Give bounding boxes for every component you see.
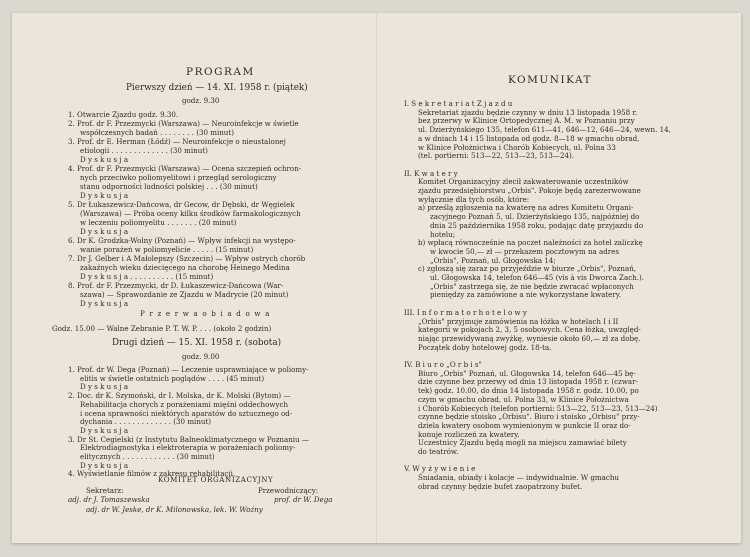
kom-line: III. I n f o r m a t o r h o t e l o w y [404,307,527,317]
day2-line: D y s k u s j a [80,460,129,470]
kom-line: I. S e k r e t a r i a t Z j a z d u [404,99,513,108]
day1-line: w leczeniu poliomyelitu . . . . . . . (20 minut) [80,218,237,227]
program-title: PROGRAM [186,66,255,78]
day1-line: D y s k u s j a [80,191,129,200]
committee-heading: KOMITET ORGANIZACYJNY [158,475,274,484]
kom-line: czynne będzie stoisko „Orbisu". Biuro i stoisko „Orbisu" przy- [418,412,640,422]
general-meeting-line: Godz. 15.00 — Walne Zebranie P. T. W. P. . . . (około 2 godzin) [52,324,272,333]
day1-line: szawa) — Sprawozdanie ze Zjazdu w Madrycie (20 minut) [80,290,289,299]
kom-line: wyłącznie dla tych osób, które: [418,194,530,204]
kom-line: w kwocie 50,— zł — przekazem pocztowym na adres [430,246,620,256]
day1-line: 6. Dr K. Grodzka-Wolny (Poznań) — Wpływ infekcji na występo- [68,236,296,245]
kom-line: V. W y ż y w i e n i e [404,464,476,474]
kom-line: a w dniach 14 i 15 listopada od godz. 8—18 w gmachu obrad, [418,133,640,143]
kom-line: hotelu; [430,229,456,239]
program-sheet [12,13,741,543]
day2-heading: Drugi dzień — 15. XI. 1958 r. (sobota) [112,338,282,348]
day2-line: 3. Dr St. Cegielski (z Instytutu Balneoklimatycznego w Poznaniu — [68,434,309,444]
right-page-komunikat [404,13,724,543]
day2-line: D y s k u s j a [80,425,129,435]
kom-line: II. K w a t e r y [404,168,458,178]
day1-line: stanu odporności ludności polskiej . . . (30 minut) [80,182,258,191]
day2-line: D y s k u s j a [80,382,129,392]
kom-line: Sekretariat zjazdu będzie czynny w dniu 13 listopada 1958 r. [418,107,638,117]
kom-line: obrad czynny będzie bufet zaopatrzony bufet. [418,481,583,491]
kom-line: dziela kwatery osobom wymienionym w punkcie II oraz do- [418,420,631,430]
day1-heading: Pierwszy dzień — 14. XI. 1958 r. (piątek) [126,83,308,93]
center-fold [376,13,378,543]
kom-line: c) zgłoszą się zaraz po przyjeździe w biurze „Orbis", Poznań, [418,264,637,274]
kom-line: tek) godz. 10.00, do dnia 14 listopada 1958 r. godz. 10.00, po [418,386,639,396]
day2-line: Elektrodiagnostyka i elektroterapia w porażeniach poliomy- [80,443,296,453]
kom-line: zacyjnego Poznań 5, ul. Dzierżyńskiego 135, najpóźniej do [430,212,640,222]
day1-line: współczesnych badań . . . . . . . . (30 minut) [80,128,234,137]
day1-time: godz. 9.30 [182,96,220,105]
day1-line: D y s k u s j a . . . . . . . . . . (15 minut) [80,272,214,281]
committee-members: adj. dr W. Jeske, dr K. Milonowska, lek. W. Woźny [86,505,263,514]
kom-line: kategorii w pokojach 2, 3, 5 osobowych. Cena łóżka, uwzględ- [418,325,641,335]
kom-line: ul. Dzierżyńskiego 135, telefon 611—41, 646—12, 646—24, wewn. 14, [418,125,671,135]
kom-line: konuje rozliczeń za kwatery. [418,429,520,439]
kom-line: ul. Głogowska 14, telefon 646—45 (vis à vis Dworca Zach.). [430,273,645,282]
kom-line: Uczestnicy Zjazdu będą mogli na miejscu zamawiać bilety [418,438,627,448]
day1-line: (Warszawa) — Próba oceny kilku środków farmakologicznych [80,209,301,218]
day2-line: elitis w świetle ostatnich poglądów . . . . (45 minut) [80,373,265,383]
kom-line: pieniędzy za zamówione a nie wykorzystane kwatery. [430,290,622,300]
kom-line: bez przerwy w Klinice Ortopedycznej A. M. w Poznaniu przy [418,116,635,126]
kom-line: „Orbis" zastrzega się, że nie będzie zwracać wpłaconych [430,281,634,291]
day1-line: 5. Dr Łukaszewicz-Dańcowa, dr Gecow, dr Dębski, dr Węgielek [68,200,295,209]
kom-line: Biuro „Orbis" Poznań, ul. Głogowska 14, telefon 646—45 bę- [418,368,636,378]
secretary-name: adj. dr J. Tomaszewska [68,495,150,504]
day1-line: 8. Prof. dr F. Przezmycki, dr D. Łukaszewicz-Dańcowa (War- [68,281,284,290]
komunikat-title: KOMUNIKAT [508,74,593,86]
day1-line: 1. Otwarcie Zjazdu godz. 9.30. [68,110,179,119]
day2-line: dychania . . . . . . . . . . . . . (30 minut) [80,417,212,427]
day1-line: zakaźnych wieku dziecięcego na chorobę Heinego Medina [80,263,290,272]
kom-line: „Orbis" przyjmuje zamówienia na łóżka w hotelach I i II [418,316,619,326]
kom-line: „Orbis", Poznań, ul. Głogowska 14; [430,255,556,265]
day2-line: i ocena sprawności niektórych aparatów do sztucznego od- [80,408,293,418]
day1-line: D y s k u s j a [80,227,129,236]
day2-time: godz. 9.00 [182,352,220,361]
day2-line: 2. Doc. dr K. Szymoński, dr I. Molska, dr K. Molski (Bytom) — [68,391,291,401]
kom-line: w Klinice Położnictwa i Chorób Kobiecych, ul. Polna 33 [418,142,616,152]
kom-line: (tel. portierni: 513—22, 513—23, 513—24). [418,151,575,161]
lunch-break: P r z e r w a o b i a d o w a [140,309,271,318]
day2-line: 1. Prof. dr W. Dega (Poznań) — Leczenie usprawniające w poliomy- [68,365,309,374]
secretary-label: Sekretarz: [86,486,124,495]
kom-line: niając przewidywaną zwyżkę, wyniesie około 60,— zł za dobę. [418,333,641,343]
kom-line: dnia 25 października 1958 roku, podając datę przyjazdu do [430,220,644,230]
day1-line: 7. Dr J. Gelber i A Małolepszy (Szczecin) — Wpływ ostrych chorób [68,254,306,263]
day1-line: D y s k u s j a [80,299,129,308]
kom-line: Początek doby hotelowej godz. 18-ta. [418,342,552,352]
kom-line: i Chorób Kobiecych (telefon portierni: 513—22, 513—23, 513—24) [418,403,658,413]
day1-line: wanie porażeń w poliomyelicie . . . . . (15 minut) [80,245,254,254]
day1-line: D y s k u s j a [80,155,129,164]
kom-line: Śniadania, obiady i kolacje — indywidualnie. W gmachu [418,473,619,483]
day1-line: nych przeciwko poliomyelitowi i przegląd serologiczny [80,173,277,182]
day2-line: 4. Wyświetlanie filmów z zakresu rehabilitacji. [68,469,236,479]
kom-line: dzie czynne bez przerwy od dnia 13 listopada 1958 r. (czwar- [418,377,638,387]
day1-line: 4. Prof. dr F. Przezmycki (Warszawa) — Ocena szczepień ochron- [68,164,302,173]
chair-name: prof. dr W. Dega [274,495,333,504]
day2-line: Rehabilitacja chorych z porażeniami mięśni oddechowych [80,399,289,409]
left-page-program [52,13,352,543]
kom-line: a) prześlą zgłoszenia na kwaterę na adres Komitetu Organi- [418,203,634,213]
kom-line: b) wpłacą równocześnie na poczet należności za hotel zaliczkę [418,238,643,248]
day2-line: elitycznych . . . . . . . . . . . . (30 minut) [80,452,215,461]
chair-label: Przewodniczący: [258,486,319,495]
day1-line: etiologii . . . . . . . . . . . . . (30 minut) [80,146,208,155]
kom-line: do teatrów. [418,447,459,456]
kom-line: Komitet Organizacyjny zlecił zakwaterowanie uczestników [418,177,629,187]
kom-line: zjazdu przedsiębiorstwu „Orbis". Pokoje będą zarezerwowane [418,186,641,195]
kom-line: czym w gmachu obrad, ul. Polna 33, w Klinice Położnictwa [418,394,629,404]
kom-line: IV. B i u r o „O r b i s" [404,360,482,369]
day1-line: 3. Prof. dr E. Herman (Łódź) — Neuroinfekcje o nieustalonej [68,137,286,146]
day1-line: 2. Prof. dr F. Przezmycki (Warszawa) — Neuroinfekcje w świetle [68,119,299,128]
